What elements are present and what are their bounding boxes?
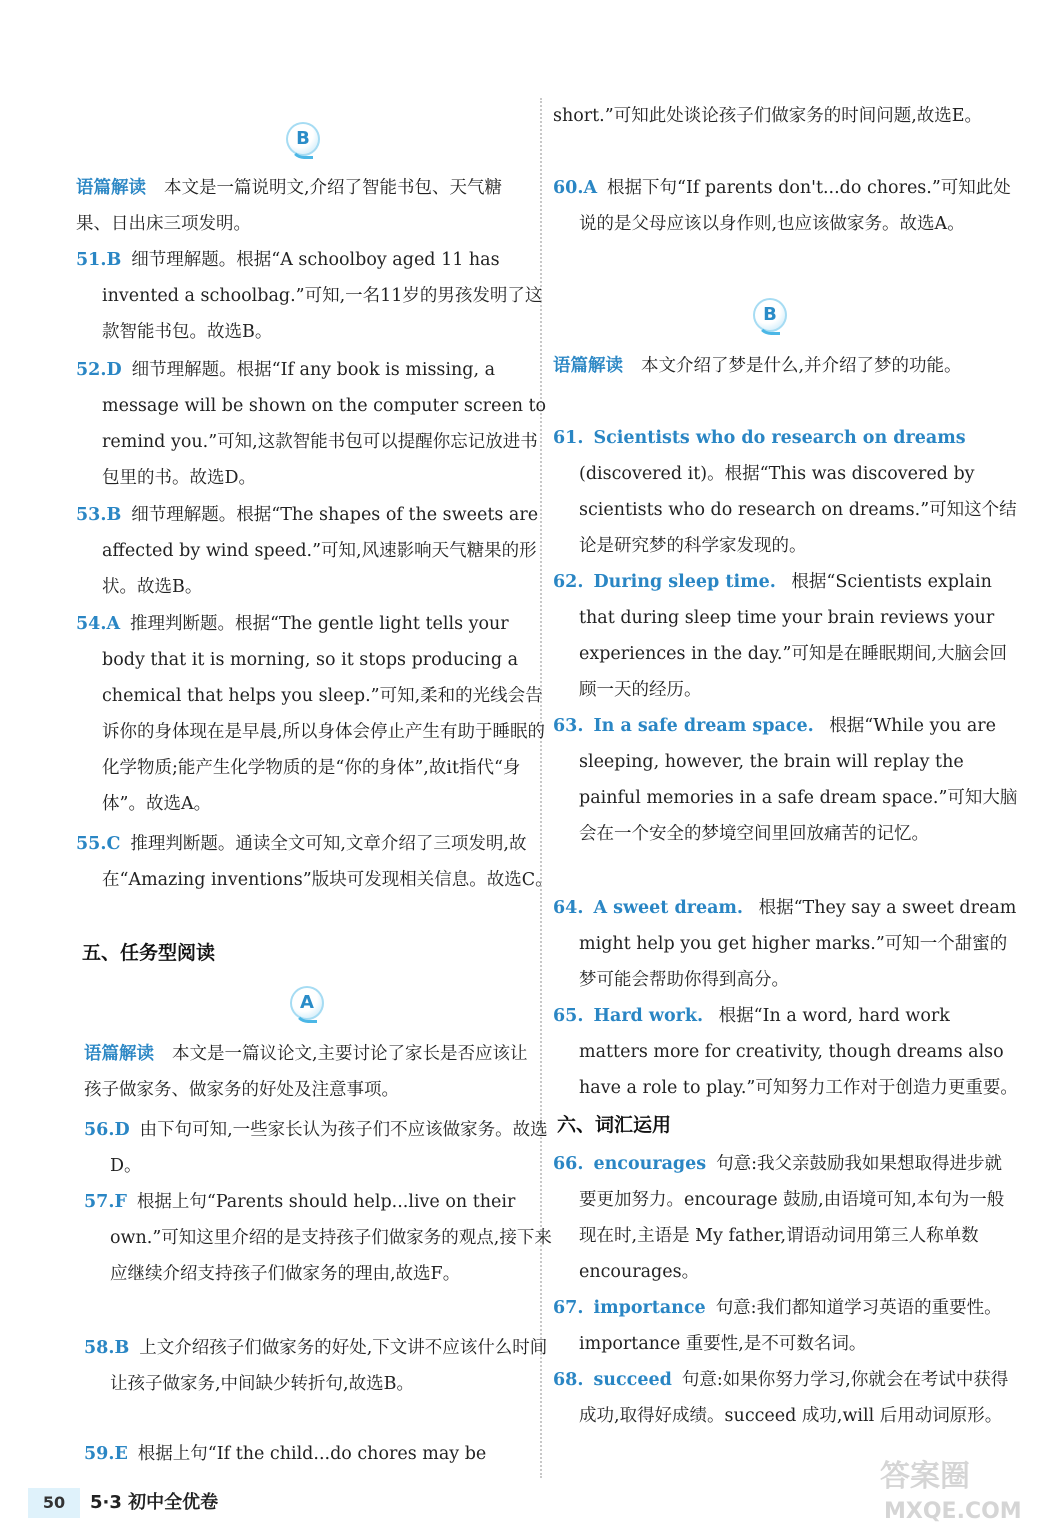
answer-number: 62. bbox=[553, 572, 584, 592]
answer-explanation: 根据“While you are sleeping, however, the brain will replay the painful memories in a safe dream space.”可知大脑会在一个安全的梦境空间里回放痛苦的记忆。 bbox=[579, 716, 1018, 844]
answer-number: 61. bbox=[553, 428, 584, 448]
answer-51 bbox=[76, 242, 554, 350]
answer-number: 52.D bbox=[76, 360, 122, 380]
answer-explanation: 根据上句“If the child...do chores may be bbox=[137, 1444, 487, 1464]
answer-64 bbox=[553, 890, 1019, 998]
answer-explanation: 细节理解题。根据“If any book is missing, a message will be shown on the computer screen to remind you.”可知,这款智能书包可以提醒你忘记放进书包里的书。故选D。 bbox=[102, 360, 547, 488]
answer-number: 64. bbox=[553, 898, 584, 918]
section-badge-b: B bbox=[286, 122, 320, 156]
answer-number: 66. bbox=[553, 1154, 584, 1174]
answer-explanation: 推理判断题。根据“The gentle light tells your body that it is morning, so it stops producing a chemical that helps you sleep.”可知,柔和的光线会告诉你的身体现在是早晨,所以身体会停止产生有助于睡眠的化学物质;能产生化学物质的是“你的身体”,故it指代“身体”。故选A。 bbox=[102, 614, 546, 814]
watermark-logo bbox=[872, 1448, 1042, 1528]
intro-text: 本文是一篇议论文,主要讨论了家长是否应该让孩子做家务、做家务的好处及注意事项。 bbox=[84, 1044, 528, 1100]
answer-explanation: 上文介绍孩子们做家务的好处,下文讲不应该什么时间让孩子做家务,中间缺少转折句,故选B。 bbox=[110, 1338, 548, 1394]
answer-67 bbox=[553, 1290, 1019, 1362]
answer-number: 54.A bbox=[76, 614, 121, 634]
answer-53 bbox=[76, 497, 554, 605]
answer-number: 68. bbox=[553, 1370, 584, 1390]
answer-explanation: 根据“In a word, hard work matters more for creativity, though dreams also have a role to play.”可知努力工作对于创造力更重要。 bbox=[579, 1006, 1018, 1098]
answer-60 bbox=[553, 170, 1019, 242]
section-badge-b2: B bbox=[753, 298, 787, 332]
answer-number: 53.B bbox=[76, 505, 122, 525]
answer-explanation: 细节理解题。根据“A schoolboy aged 11 has invented a schoolbag.”可知,一名11岁的男孩发明了这款智能书包。故选B。 bbox=[102, 250, 543, 342]
answer-text: encourages bbox=[593, 1154, 707, 1174]
answer-text: Hard work. bbox=[593, 1006, 704, 1026]
answer-text: succeed bbox=[593, 1370, 672, 1390]
watermark-bottom-text: MXQE.COM bbox=[884, 1499, 1022, 1524]
intro-label: 语篇解读 bbox=[84, 1044, 154, 1064]
answer-text: importance bbox=[593, 1298, 706, 1318]
answer-explanation: 根据“They say a sweet dream might help you get higher marks.”可知一个甜蜜的梦可能会帮助你得到高分。 bbox=[579, 898, 1017, 990]
answer-65 bbox=[553, 998, 1019, 1106]
passage-intro-b2 bbox=[553, 348, 993, 384]
answer-text: A sweet dream. bbox=[593, 898, 744, 918]
answer-number: 56.D bbox=[84, 1120, 130, 1140]
answer-explanation: (discovered it)。根据“This was discovered by scientists who do research on dreams.”可知这个结论是研究梦的科学家发现的。 bbox=[579, 464, 1017, 556]
answer-62 bbox=[553, 564, 1019, 708]
answer-number: 63. bbox=[553, 716, 584, 736]
page-number: 50 bbox=[28, 1488, 80, 1518]
answer-number: 58.B bbox=[84, 1338, 130, 1358]
answer-text: In a safe dream space. bbox=[593, 716, 814, 736]
intro-text: 本文是一篇说明文,介绍了智能书包、天气糖果、日出床三项发明。 bbox=[76, 178, 503, 234]
answer-explanation: 细节理解题。根据“The shapes of the sweets are affected by wind speed.”可知,风速影响天气糖果的形状。故选B。 bbox=[102, 505, 539, 597]
answer-explanation: 句意:如果你努力学习,你就会在考试中获得成功,取得好成绩。succeed 成功,will 后用动词原形。 bbox=[579, 1370, 1009, 1426]
answer-explanation: 根据上句“Parents should help...live on their own.”可知这里介绍的是支持孩子们做家务的观点,接下来应继续介绍支持孩子们做家务的理由,故选F。 bbox=[110, 1192, 552, 1284]
answer-55 bbox=[76, 826, 554, 898]
answer-number: 65. bbox=[553, 1006, 584, 1026]
answer-59-continued: short.”可知此处谈论孩子们做家务的时间问题,故选E。 bbox=[553, 106, 983, 126]
answer-61 bbox=[553, 420, 1019, 564]
answer-58 bbox=[84, 1330, 554, 1402]
answer-number: 51.B bbox=[76, 250, 122, 270]
answer-number: 59.E bbox=[84, 1444, 128, 1464]
answer-59 bbox=[84, 1436, 554, 1472]
section-badge-a: A bbox=[290, 986, 324, 1020]
answer-number: 55.C bbox=[76, 834, 121, 854]
answer-text: Scientists who do research on dreams bbox=[593, 428, 966, 448]
answer-52 bbox=[76, 352, 554, 496]
intro-label: 语篇解读 bbox=[553, 356, 623, 376]
intro-text: 本文介绍了梦是什么,并介绍了梦的功能。 bbox=[641, 356, 962, 376]
watermark-top-text: 答案圈 bbox=[880, 1459, 970, 1494]
answer-explanation: 推理判断题。通读全文可知,文章介绍了三项发明,故在“Amazing inventions”版块可发现相关信息。故选C。 bbox=[102, 834, 553, 890]
answer-explanation: 由下句可知,一些家长认为孩子们不应该做家务。故选D。 bbox=[110, 1120, 548, 1176]
answer-56 bbox=[84, 1112, 554, 1184]
answer-63 bbox=[553, 708, 1019, 852]
answer-number: 57.F bbox=[84, 1192, 127, 1212]
answer-explanation: 句意:我父亲鼓励我如果想取得进步就要更加努力。encourage 鼓励,由语境可知,本句为一般现在时,主语是 My father,谓语动词用第三人称单数 encourages。 bbox=[579, 1154, 1005, 1282]
watermark-logo-icon bbox=[872, 1448, 1042, 1528]
answer-54 bbox=[76, 606, 554, 822]
answer-explanation: 根据下句“If parents don't...do chores.”可知此处说的是父母应该以身作则,也应该做家务。故选A。 bbox=[579, 178, 1011, 234]
answer-number: 67. bbox=[553, 1298, 584, 1318]
answer-57 bbox=[84, 1184, 554, 1292]
answer-number: 60.A bbox=[553, 178, 598, 198]
section-heading-5: 五、任务型阅读 bbox=[82, 942, 216, 964]
passage-intro-a bbox=[84, 1036, 528, 1108]
passage-intro-b bbox=[76, 170, 528, 242]
answer-68 bbox=[553, 1362, 1019, 1434]
book-title: 5·3 初中全优卷 bbox=[90, 1492, 219, 1513]
answer-text: During sleep time. bbox=[593, 572, 776, 592]
answer-explanation: 句意:我们都知道学习英语的重要性。importance 重要性,是不可数名词。 bbox=[579, 1298, 1002, 1354]
section-heading-6: 六、词汇运用 bbox=[557, 1114, 672, 1136]
answer-explanation: 根据“Scientists explain that during sleep time your brain reviews your experiences in the day.”可知是在睡眠期间,大脑会回顾一天的经历。 bbox=[579, 572, 1007, 700]
answer-66 bbox=[553, 1146, 1019, 1290]
intro-label: 语篇解读 bbox=[76, 178, 146, 198]
